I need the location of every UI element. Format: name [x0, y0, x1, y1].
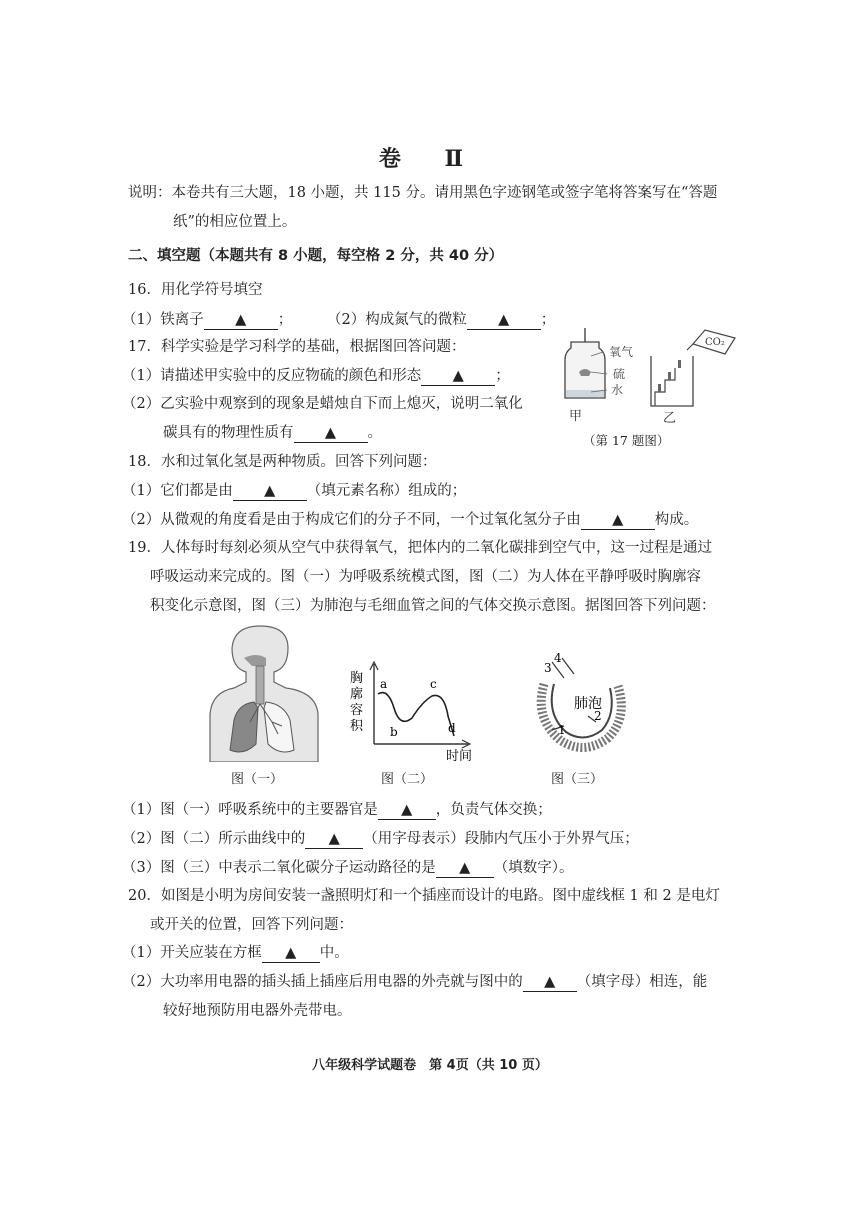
label-sulfur: 硫: [613, 367, 626, 381]
q19-part3: [122, 858, 573, 878]
section-heading: 二、填空题（本题共有 8 小题，每空格 2 分，共 40 分）: [128, 248, 504, 264]
punct: 中。: [319, 945, 349, 961]
q19-part1: [122, 800, 552, 820]
x-label: 时间: [446, 749, 473, 764]
point-c: c: [430, 677, 437, 691]
alveolus-figure: [524, 648, 636, 760]
chest-volume-chart: [350, 658, 480, 764]
q17-part2-line1: （2）乙实验中观察到的现象是蜡烛自下而上熄灭，说明二氧化: [122, 396, 523, 412]
punct: ；: [540, 312, 556, 328]
punct: 构成。: [654, 512, 699, 528]
punct: ；: [277, 312, 293, 328]
punct: ；: [495, 368, 510, 384]
label-alveolus: 肺泡: [574, 696, 602, 712]
q19-stem-line2: 呼吸运动来完成的。图（一）为呼吸系统模式图，图（二）为人体在平静呼吸时胸廓容: [150, 569, 701, 585]
q18-blank-2[interactable]: ▲: [581, 511, 655, 530]
fig3-caption: 图（三）: [551, 772, 604, 787]
q17-figure-caption: （第 17 题图）: [583, 433, 670, 448]
q20-blank-1[interactable]: ▲: [262, 944, 320, 963]
q17-blank-2[interactable]: ▲: [294, 424, 368, 443]
q18-blank-1[interactable]: ▲: [233, 482, 307, 501]
q18-part2: [122, 510, 698, 530]
num-2: 2: [594, 709, 602, 723]
q19-part3-label: （3）图（三）中表示二氧化碳分子运动路径的是: [122, 860, 436, 876]
label-water: 水: [611, 383, 624, 397]
punct: ，负责气体交换；: [435, 802, 552, 818]
q19-stem-line1: 19．人体每时每刻必须从空气中获得氧气，把体内的二氧化碳排到空气中，这一过程是通过: [128, 540, 712, 556]
fig1-caption: 图（一）: [231, 772, 284, 787]
y-label-1: 胸: [350, 671, 364, 686]
q20-part2-label: （2）大功率用电器的插头插上插座后用电器的外壳就与图中的: [122, 974, 523, 990]
label-jia: 甲: [569, 409, 583, 424]
punct: （填数字）。: [493, 860, 574, 876]
respiratory-system-figure: [204, 622, 324, 762]
label-oxygen: 氧气: [609, 345, 634, 359]
point-d: d: [448, 721, 456, 735]
q20-part2: [122, 972, 707, 992]
q20-part1-label: （1）开关应装在方框: [122, 945, 262, 961]
instructions-line-1: 说明：本卷共有三大题，18 小题，共 115 分。请用黑色字迹钢笔或签字笔将答案写在“答题: [128, 185, 718, 201]
q19-blank-3[interactable]: ▲: [436, 859, 494, 878]
q16-part1-label: （1）铁离子: [122, 312, 204, 328]
q20-blank-2[interactable]: ▲: [523, 973, 577, 992]
punct: （用字母表示）段肺内气压小于外界气压；: [363, 831, 639, 847]
q17-part1: [122, 366, 510, 386]
q16-blank-2[interactable]: ▲: [467, 311, 541, 330]
q19-part1-label: （1）图（一）呼吸系统中的主要器官是: [122, 802, 378, 818]
q20-stem-line1: 20．如图是小明为房间安装一盏照明灯和一个插座而设计的电路。图中虚线框 1 和 2 是电灯: [128, 888, 720, 904]
q17-stem: 17．科学实验是学习科学的基础，根据图回答问题：: [128, 339, 466, 355]
q19-part2: [122, 829, 639, 849]
q20-part1: [122, 943, 349, 963]
page-footer: 八年级科学试题卷 第 4页（共 10 页）: [312, 1058, 548, 1073]
q17-blank-1[interactable]: ▲: [421, 367, 495, 386]
point-b: b: [390, 725, 398, 739]
q20-stem-line2: 或开关的位置，回答下列问题：: [150, 917, 353, 933]
fig2-caption: 图（二）: [381, 772, 434, 787]
q19-blank-1[interactable]: ▲: [378, 801, 436, 820]
y-label-4: 积: [350, 719, 364, 734]
label-yi: 乙: [663, 411, 677, 424]
q17-part2-line2: [163, 423, 382, 443]
num-1: 1: [558, 723, 566, 737]
q19-blank-2[interactable]: ▲: [305, 830, 363, 849]
paper-title: 卷 Ⅱ: [378, 146, 482, 172]
instructions-line-2: 纸”的相应位置上。: [173, 214, 297, 230]
q19-part2-label: （2）图（二）所示曲线中的: [122, 831, 306, 847]
q16-part2: [327, 310, 555, 330]
q18-part1: [122, 481, 466, 501]
q20-part2-line2: 较好地预防用电器外壳带电。: [163, 1003, 352, 1019]
q17-part1-label: （1）请描述甲实验中的反应物硫的颜色和形态: [122, 368, 422, 384]
punct: （填字母）相连，能: [576, 974, 708, 990]
q18-stem: 18．水和过氧化氢是两种物质。回答下列问题：: [128, 454, 437, 470]
q17-part2-label: 碳具有的物理性质有: [163, 425, 294, 441]
num-4: 4: [554, 651, 562, 665]
q16-stem: 16．用化学符号填空: [128, 282, 263, 298]
q16-part1: [122, 310, 292, 330]
q18-part1-label: （1）它们都是由: [122, 483, 233, 499]
jar-apparatus: [565, 328, 607, 398]
label-co2: CO₂: [705, 337, 725, 348]
q18-part2-label: （2）从微观的角度看是由于构成它们的分子不同，一个过氧化氢分子由: [122, 512, 581, 528]
q16-blank-1[interactable]: ▲: [204, 311, 278, 330]
y-label-2: 廓: [350, 687, 364, 702]
punct: （填元素名称）组成的；: [306, 483, 467, 499]
y-label-3: 容: [350, 703, 364, 718]
q16-part2-label: （2）构成氮气的微粒: [327, 312, 467, 328]
q17-figure: [555, 328, 755, 424]
punct: 。: [367, 425, 382, 441]
q19-stem-line3: 积变化示意图，图（三）为肺泡与毛细血管之间的气体交换示意图。据图回答下列问题：: [150, 598, 716, 614]
num-3: 3: [544, 661, 552, 675]
point-a: a: [380, 677, 388, 691]
